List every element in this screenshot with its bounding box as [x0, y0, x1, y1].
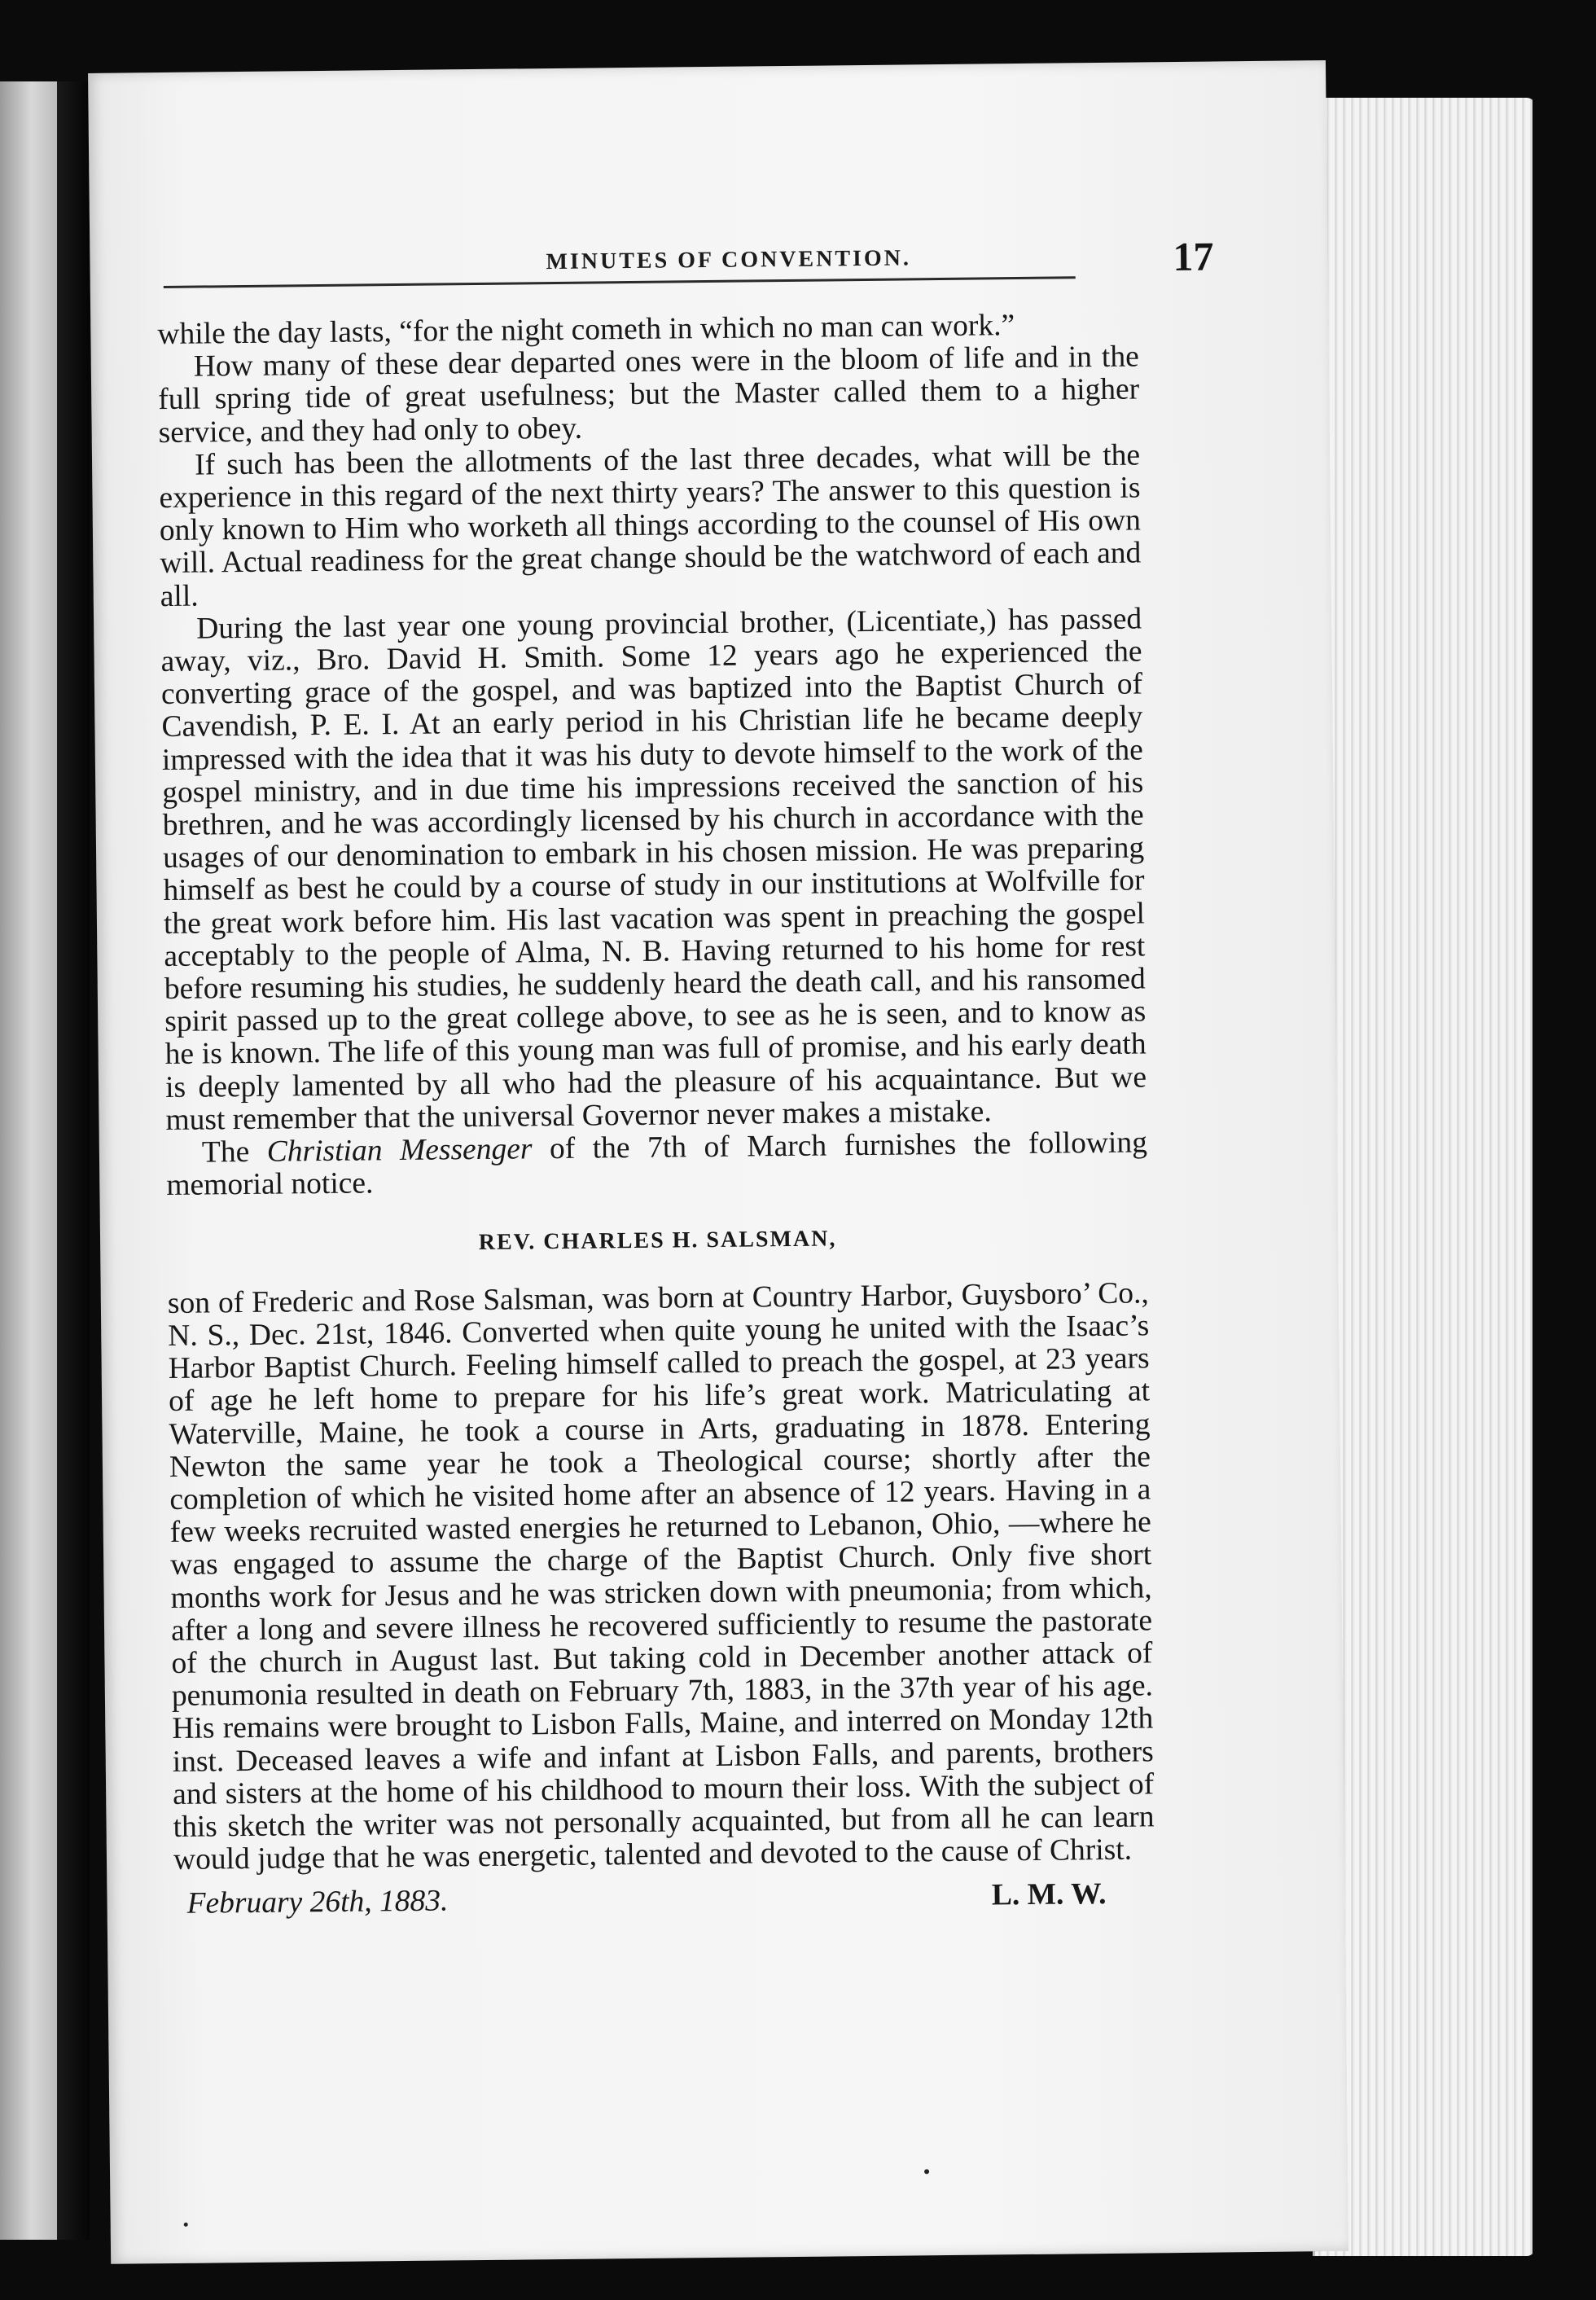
paragraph: If such has been the allotments of the last three decades, what will be the experience in this regard of the next thirty years? The answer to this question is only known to Him who worketh all things according to the counsel of His own will. Actual readiness for the great change should be the watchword of each and all.: [159, 438, 1142, 613]
memorial-heading: REV. CHARLES H. SALSMAN,: [478, 1226, 837, 1256]
signoff-date-year: 1883.: [371, 1884, 449, 1919]
book-page: [88, 60, 1348, 2264]
ink-speck: [184, 2223, 188, 2227]
adjacent-page-edge: [0, 81, 57, 2240]
newspaper-title: Christian Messenger: [266, 1132, 533, 1169]
signoff: [173, 1878, 1155, 1929]
ink-speck: [924, 2169, 929, 2174]
paragraph: How many of these dear departed ones were in the bloom of life and in the full spring tide of great usefulness; but the Master called them to a higher service, and they had only to obey.: [158, 340, 1140, 450]
page-stack-edges: [1313, 98, 1535, 2256]
running-title: MINUTES OF CONVENTION.: [546, 245, 912, 275]
paragraph: while the day lasts, “for the night cometh in which no man can work.”: [157, 309, 1015, 352]
signoff-date: [186, 1885, 448, 1921]
page-body: [157, 308, 1155, 1929]
page-number: 17: [1173, 233, 1214, 280]
signoff-initials: L. M. W.: [991, 1877, 1107, 1912]
background-shadow: [1532, 90, 1596, 2272]
page-header: [163, 232, 1214, 301]
memorial-paragraph: son of Frederic and Rose Salsman, was born at Country Harbor, Guysboro’ Co., N. S., Dec. 21st, 1846. Converted when quite young he united with the Isaac’s Harbor Baptist Church. Feeling himself called to preach the gospel, at 23 years of age he left home to prepare for his life’s great work. Matriculating at Waterville, Maine, he took a course in Arts, graduating in 1878. Entering Newton the same year he took a Theological course; shortly after the completion of which he visited home after an absence of 12 years. Having in a few weeks recruited wasted energies he returned to Lebanon, Ohio, —where he was engaged to assume the charge of the Baptist Church. Only five short months work for Jesus and he was stricken down with pneumonia; from which, after a long and severe illness he recovered sufficiently to resume the pastorate of the church in August last. But taking cold in December another attack of penumonia resulted in death on February 7th, 1883, in the 37th year of his age. His remains were brought to Lisbon Falls, Maine, and interred on Monday 12th inst. Deceased leaves a wife and infant at Lisbon Falls, and parents, brothers and sisters at the home of his childhood to mourn their loss. With the subject of this sketch the writer was not personally acquainted, but from all he can learn would judge that he was energetic, talented and devoted to the cause of Christ.: [167, 1276, 1155, 1877]
signoff-date-italic: February 26th,: [186, 1885, 372, 1921]
paragraph: During the last year one young provincial brother, (Licentiate,) has passed away, viz., Bro. David H. Smith. Some 12 years ago he experienced the converting grace of the gospel, and was baptized into the Baptist Church of Cavendish, P. E. I. At an early period in his Christian life he became deeply impressed with the idea that it was his duty to devote himself to the work of the gospel ministry, and in due time his impressions received the sanction of his brethren, and he was accordingly licensed by his church in accordance with the usages of our denomination to embark in his chosen mission. He was preparing himself as best he could by a course of study in our institutions at Wolfville for the great work before him. His last vacation was spent in preaching the gospel acceptably to the people of Alma, N. B. Having returned to his home for rest before resuming his studies, he suddenly heard the death call, and his ransomed spirit passed up to the great college above, to see as he is seen, and to know as he is known. The life of this young man was full of promise, and his early death is deeply lamented by all who had the pleasure of his acquaintance. But we must remember that the universal Governor never makes a mistake.: [160, 602, 1147, 1137]
memorial-intro-after: of the 7th of March furnishes the following memorial notice.: [166, 1126, 1148, 1203]
memorial-intro: [166, 1126, 1148, 1202]
book-gutter-shadow: [57, 81, 90, 2240]
memorial-intro-before: The: [201, 1135, 267, 1170]
